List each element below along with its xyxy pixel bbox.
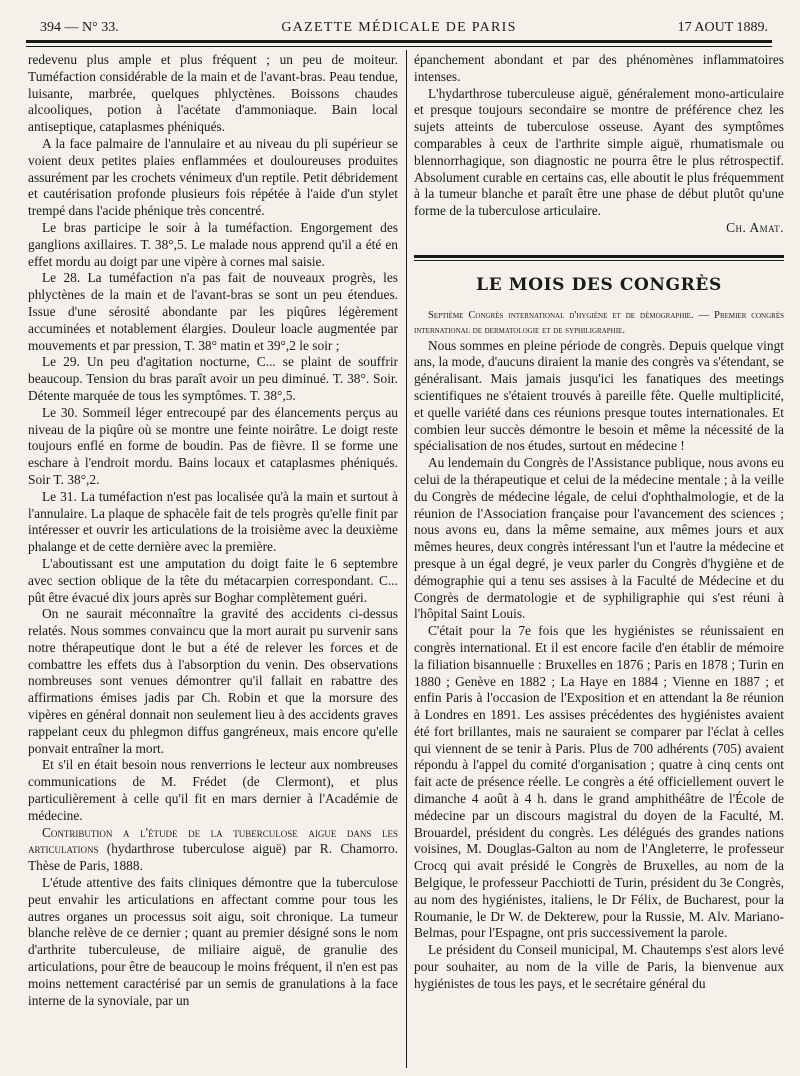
paragraph: On ne saurait méconnaître la gravité des accidents ci-dessus relatés. Nous sommes convaincu que la mort aurait pu survenir sans notre thérapeutique dont le but a été de relever les forces et de combattre les effets dus à l'absorption du venin. Des observations nombreuses sont venues démontrer qu'il fallait en rabattre des affirmations émises jadis par Ch. Robin et que la morsure des vipères en général donnait non seulement lieu à des accidents graves rappelant ceux du phlegmon diffus gangréneux, mais encore qu'elle ponvait entraîner la mort.	[28, 606, 398, 756]
header-rule-thick	[26, 40, 772, 43]
bibliography-detail: (hydarthrose tuberculose aiguë) par R. Chamorro. Thèse de Paris, 1888.	[28, 841, 398, 874]
paragraph: Le 29. Un peu d'agitation nocturne, C... se plaint de souffrir beaucoup. Tension du bras paraît avoir un peu diminué. T. 38°. Soir. Détente marquée de tous les symptômes. T. 38°,5.	[28, 354, 398, 403]
author-signature: Ch. Amat.	[726, 219, 784, 235]
left-column	[28, 52, 398, 1070]
paragraph: Le 30. Sommeil léger entrecoupé par des élancements perçus au niveau de la piqûre où se montre une feinte noirâtre. Le doigt reste toujours enflé en forme de boudin. Pas de fièvre. Il se forme une eschare à l'endroit mordu. Bains locaux et cataplasmes phéniqués. Soir T. 38°,2.	[28, 404, 398, 487]
paragraph: L'étude attentive des faits cliniques démontre que la tuberculose peut envahir les articulations en affectant comme pour tous les autres organes un processus soit aigu, soit chronique. La tumeur blanche relève de ce dernier ; quant au premier désigné sons le nom d'arthrite tuberculeuse, de miliaire aiguë, de granulie des articulations, pour être de beaucoup le moins fréquent, il n'en est pas moins nettement caractérisé par un semis de granulations à la face interne de la synoviale, par un	[28, 875, 398, 1008]
paragraph: C'était pour la 7e fois que les hygiénistes se réunissaient en congrès international. Et il est encore facile d'en établir de mémoire la filiation bisannuelle : Bruxelles en 1876 ; Paris en 1878 ; Turin en 1880 ; Genève en 1882 ; La Haye en 1884 ; Vienne en 1887 ; et enfin Paris à l'occasion de l'Exposition et en attendant la 8e réunion à Londres en 1891. Les assises précédentes des hygiénistes avaient été fort brillantes, mais ne sauraient se comparer par l'éclat à celles qui viennent de se tenir à Paris. Plus de 700 adhérents (705) avaient répondu à l'appel du comité d'organisation ; quatre à cinq cents ont fait acte de présence réelle. Le congrès a été officiellement ouvert le dimanche 4 août à 4 h. dans le grand amphithéâtre de l'École de médecine par un discours magistral du doyen de la Faculté, M. Brouardel, président du congrès. Les délégués des grandes nations voisines, M. Douglas-Galton au nom de l'Angleterre, le professeur Crocq qui avait présidé le Congrès de Bruxelles, au nom de la Belgique, le professeur Pacchiotti de Turin, président du 3e Congrès, au nom des hygiénistes, italiens, le Dr Félix, de Bucharest, pour la Roumanie, le Dr W. de Dekterew, pour la Russie, M. Alv. Mariano-Belmas, pour l'Espagne, ont pris successivement la parole.	[414, 623, 784, 941]
journal-title: GAZETTE MÉDICALE DE PARIS	[281, 20, 517, 35]
paragraph: épanchement abondant et par des phénomènes inflammatoires intenses.	[414, 52, 784, 84]
paragraph: Le 31. La tuméfaction n'est pas localisée qu'à la main et surtout à l'annulaire. La plaque de sphacèle fait de tels progrès qu'elle finit par intéresser et ouvrir les articulations de la troisième avec la deuxième phalange et de cette dernière avec la première.	[28, 488, 398, 555]
section-rule-thin	[414, 260, 784, 261]
page-number: 394 — N° 33.	[40, 20, 119, 35]
header-rule-thin	[26, 46, 772, 47]
column-divider	[406, 50, 407, 1068]
paragraph: Et s'il en était besoin nous renverrions le lecteur aux nombreuses communications de M. Frédet (de Clermont), et plus particulièrement à celle qu'il fit en mars dernier à l'Académie de médecine.	[28, 757, 398, 823]
paragraph: redevenu plus ample et plus fréquent ; un peu de moiteur. Tuméfaction considérable de la main et de l'avant-bras. Peau tendue, luisante, marbrée, quelques phlyctènes. Boissons chaudes alcooliques, potion à l'acétate d'ammoniaque. Bain local antiseptique, cataplasmes phéniqués.	[28, 52, 398, 135]
paragraph: Au lendemain du Congrès de l'Assistance publique, nous avons eu celui de la thérapeutique et celui de la médecine mentale ; à la veille du Congrès de médecine légale, de celui d'ophthalmologie, et de la réunion de l'Association française pour l'avancement des sciences ; nous avons eu, dans la même semaine, aux mêmes jours et aux mêmes heures, deux congrès intéressant l'un et l'autre la médecine et presque à un égal degré, je veux parler du Congrès d'hygiène et de démographie qui a tenu ses assises à la Faculté de Médecine et du Congrès de dermatologie et de syphiligraphie qui s'est réuni à l'hôpital Saint Louis.	[414, 455, 784, 622]
paragraph: Le président du Conseil municipal, M. Chautemps s'est alors levé pour souhaiter, au nom de la ville de Paris, la bienvenue aux hygiénistes de tous les pays, et le secrétaire général du	[414, 942, 784, 991]
paragraph: Le 28. La tuméfaction n'a pas fait de nouveaux progrès, les phlyctènes de la main et de l'avant-bras se sont un peu étendues. Issue d'une sérosité abondante par les piqûres légèrement accuminées et notablement élargies. Douleur loacle augmentée par mouvements et par pression, T. 38° matin et 39°,2 le soir ;	[28, 270, 398, 353]
section-subtitle: Septième Congrès international d'hygiène et de démographie. — Premier congrès international de dermatologie et de syphiligraphie.	[414, 309, 784, 336]
paragraph: L'hydarthrose tuberculeuse aiguë, généralement mono-articulaire et presque toujours secondaire se montre de préférence chez les sujets atteints de tuberculose osseuse. Ayant des symptômes comparables à ceux de l'arthrite simple aiguë, rhumatismale ou blennorrhagique, son diagnostic ne pourra être le plus rétrospectif. Absolument curable en certains cas, elle aboutit le plus fréquemment à la tumeur blanche et paraît être une phase de début plutôt qu'une forme de la tuberculose articulaire.	[414, 85, 784, 219]
bibliography-entry	[28, 825, 398, 875]
section-rule-thick	[414, 255, 784, 258]
section-title: LE MOIS DES CONGRÈS	[476, 274, 722, 295]
issue-date: 17 AOUT 1889.	[677, 20, 768, 35]
paragraph: A la face palmaire de l'annulaire et au niveau du pli supérieur se voient deux petites plaies enflammées et douloureuses produites assurément par les crochets vénimeux d'un reptile. Petit débridement et cautérisation profonde plusieurs fois répétée à l'aide d'un stylet trempé dans l'acide phénique très concentré.	[28, 135, 398, 219]
paragraph: L'aboutissant est une amputation du doigt faite le 6 septembre avec section oblique de la tête du métacarpien correspondant. C... pût être évacué dix jours après sur Boghar complètement guéri.	[28, 555, 398, 605]
paragraph: Nous sommes en pleine période de congrès. Depuis quelque vingt ans, la mode, d'aucuns diraient la manie des congrès va s'étendant, se généralisant. Mais jamais jusqu'ici les fanatiques des meetings scientifiques ne s'étaient trouvés à pareille fête. Quelle multiplicité, et quelle variété dans ces réunions presque toutes internationales. Et combien leur succès démontre le besoin et même la nécessité de la spécialisation de nos études, surtout en médecine !	[414, 337, 784, 454]
right-column	[414, 52, 784, 1070]
bibliography-title: Contribution a l'étude de la tuberculose aigue dans les articulations	[28, 824, 398, 857]
paragraph: Le bras participe le soir à la tuméfaction. Engorgement des ganglions axillaires. T. 38°,5. Le malade nous apprend qu'il a été en effet mordu au doigt par une vipère à cornes mal saisie.	[28, 219, 398, 269]
